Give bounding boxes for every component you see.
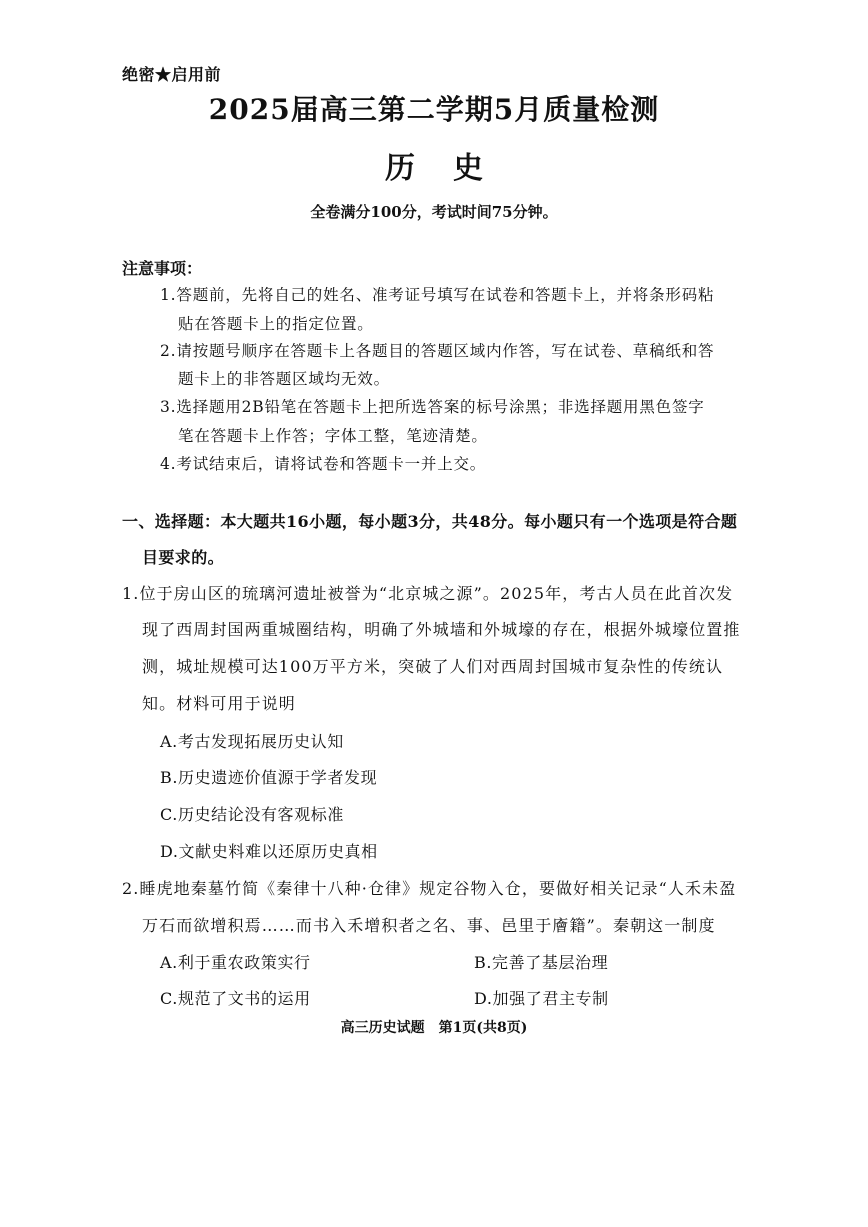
question-2-line: 2.睡虎地秦墓竹简《秦律十八种·仓律》规定谷物入仓，要做好相关记录“人禾未盈 bbox=[122, 879, 737, 898]
question-1-line: 1.位于房山区的琉璃河遗址被誉为“北京城之源”。2025年，考古人员在此首次发 bbox=[122, 584, 734, 603]
question-2-line: 万石而欲增积焉……而书入禾增积者之名、事、邑里于廥籍”。秦朝这一制度 bbox=[142, 916, 716, 935]
question-2-option-d: D.加强了君主专制 bbox=[474, 989, 609, 1008]
question-1-option-a: A.考古发现拓展历史认知 bbox=[160, 732, 344, 751]
question-1-option-d: D.文献史料难以还原历史真相 bbox=[160, 842, 378, 861]
subject-title: 历史 bbox=[385, 151, 521, 186]
notice-line: 题卡上的非答题区域均无效。 bbox=[178, 370, 390, 388]
notice-line: 3.选择题用2B铅笔在答题卡上把所选答案的标号涂黑；非选择题用黑色签字 bbox=[160, 398, 705, 416]
notice-line: 贴在答题卡上的指定位置。 bbox=[178, 315, 374, 333]
question-2-option-b: B.完善了基层治理 bbox=[474, 953, 609, 972]
question-1-line: 知。材料可用于说明 bbox=[142, 694, 296, 713]
exam-info: 全卷满分100分，考试时间75分钟。 bbox=[310, 203, 558, 221]
question-1-line: 现了西周封国两重城圈结构，明确了外城墙和外城壕的存在，根据外城壕位置推 bbox=[142, 620, 741, 639]
notice-line: 笔在答题卡上作答；字体工整，笔迹清楚。 bbox=[178, 427, 488, 445]
question-2-option-a: A.利于重农政策实行 bbox=[160, 953, 311, 972]
question-1-option-b: B.历史遗迹价值源于学者发现 bbox=[160, 768, 378, 787]
question-1-option-c: C.历史结论没有客观标准 bbox=[160, 805, 344, 824]
section-heading: 一、选择题：本大题共16小题，每小题3分，共48分。每小题只有一个选项是符合题 bbox=[122, 512, 738, 531]
notice-heading: 注意事项： bbox=[122, 259, 203, 278]
notice-line: 2.请按题号顺序在答题卡上各题目的答题区域内作答，写在试卷、草稿纸和答 bbox=[160, 342, 715, 360]
notice-line: 4.考试结束后，请将试卷和答题卡一并上交。 bbox=[160, 455, 487, 473]
notice-line: 1.答题前，先将自己的姓名、准考证号填写在试卷和答题卡上，并将条形码粘 bbox=[160, 286, 715, 304]
section-heading-cont: 目要求的。 bbox=[142, 548, 225, 567]
page-footer: 高三历史试题 第1页(共8页) bbox=[340, 1020, 528, 1036]
exam-title: 2025届高三第二学期5月质量检测 bbox=[208, 93, 660, 126]
confidential-label: 绝密★启用前 bbox=[122, 65, 222, 84]
question-2-option-c: C.规范了文书的运用 bbox=[160, 989, 311, 1008]
question-1-line: 测，城址规模可达100万平方米，突破了人们对西周封国城市复杂性的传统认 bbox=[142, 657, 724, 676]
